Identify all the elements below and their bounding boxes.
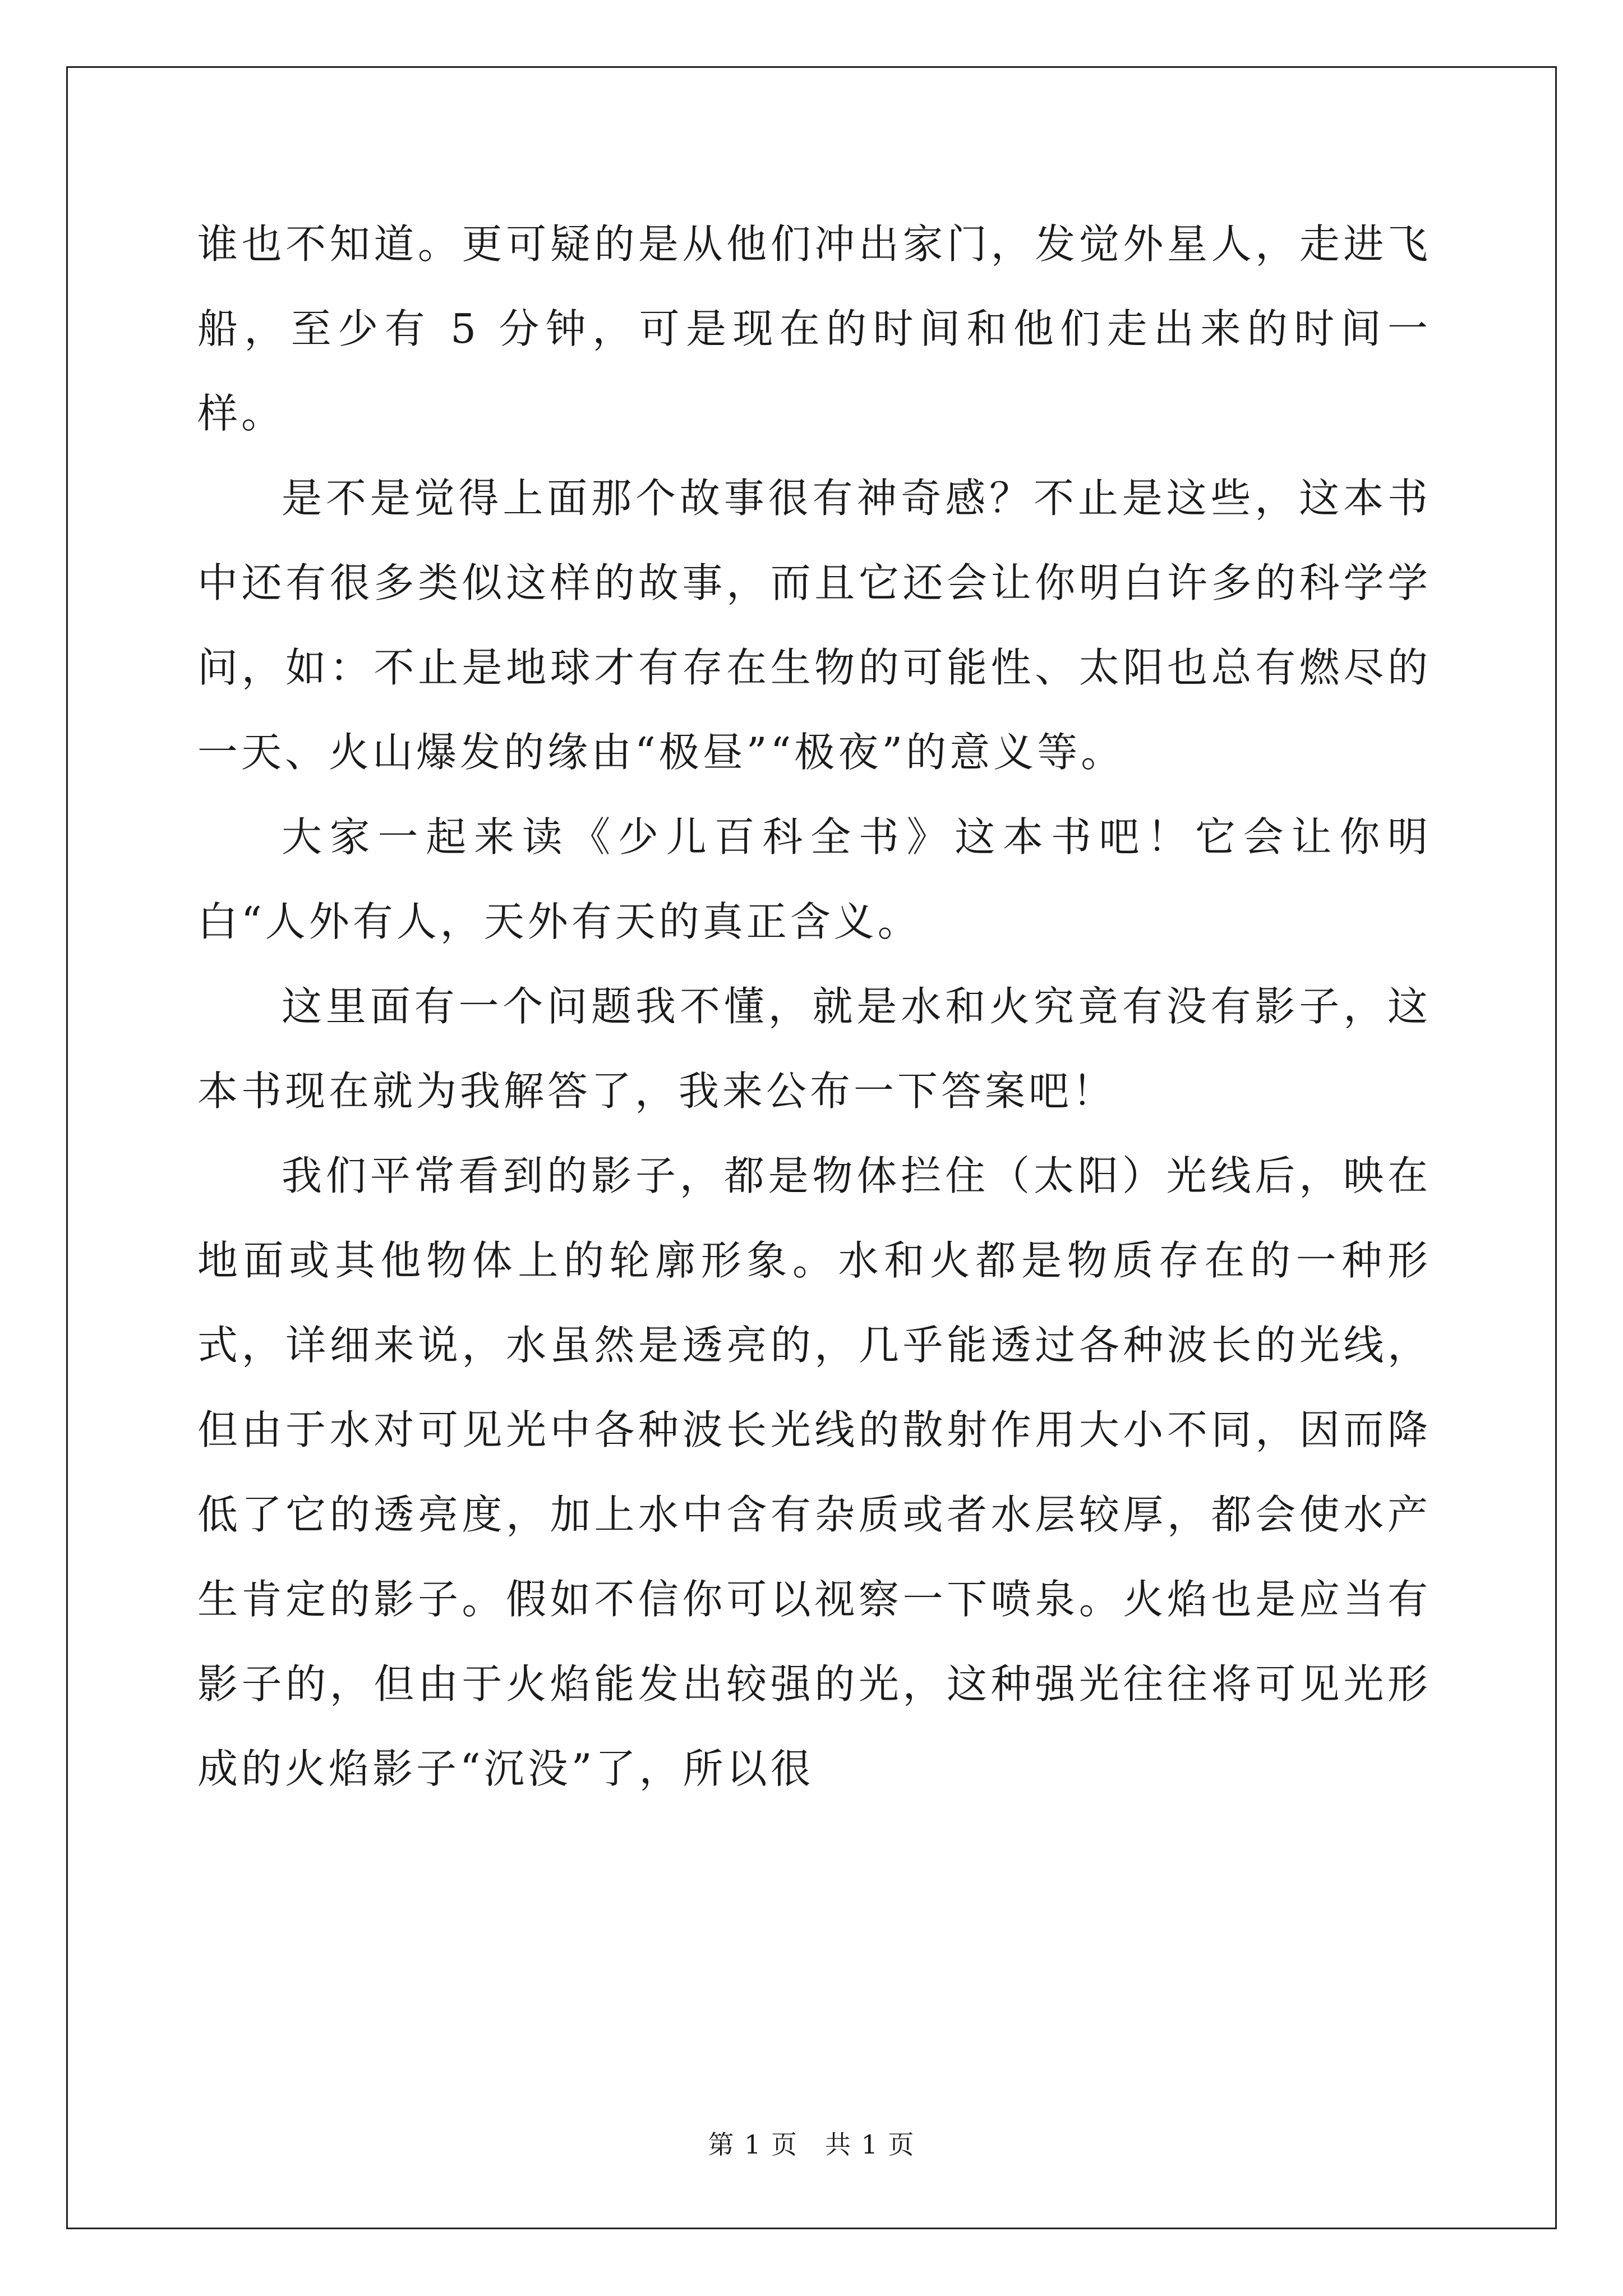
document-body xyxy=(197,202,1431,1811)
paragraph-2: 是不是觉得上面那个故事很有神奇感？不止是这些，这本书中还有很多类似这样的故事，而且它还会让你明白许多的科学学问，如：不止是地球才有存在生物的可能性、太阳也总有燃尽的一天、火山爆发的缘由“极昼”“极夜”的意义等。 xyxy=(197,475,1431,776)
paragraph-3: 大家一起来读《少儿百科全书》这本书吧！它会让你明白“人外有人，天外有天的真正含义。 xyxy=(197,813,1431,945)
paragraph-1: 谁也不知道。更可疑的是从他们冲出家门，发觉外星人，走进飞船，至少有 5 分钟，可是现在的时间和他们走出来的时间一样。 xyxy=(197,220,1431,437)
page-footer: 第 1 页 共 1 页 xyxy=(708,2129,915,2160)
paragraph-4: 这里面有一个问题我不懂，就是水和火究竟有没有影子，这本书现在就为我解答了，我来公布一下答案吧！ xyxy=(197,983,1431,1115)
paragraph-5: 我们平常看到的影子，都是物体拦住（太阳）光线后，映在地面或其他物体上的轮廓形象。水和火都是物质存在的一种形式，详细来说，水虽然是透亮的，几乎能透过各种波长的光线，但由于水对可见光中各种波长光线的散射作用大小不同，因而降低了它的透亮度，加上水中含有杂质或者水层较厚，都会使水产生肯定的影子。假如不信你可以视察一下喷泉。火焰也是应当有影子的，但由于火焰能发出较强的光，这种强光往往将可见光形成的火焰影子“沉没”了，所以很 xyxy=(197,1152,1431,1792)
